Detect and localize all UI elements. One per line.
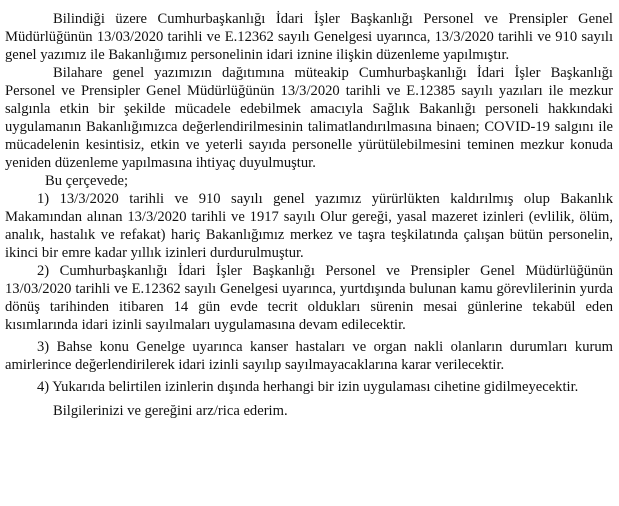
closing-line: Bilgilerinizi ve gereğini arz/rica ederim.: [53, 403, 288, 419]
list-item-1: 1) 13/3/2020 tarihli ve 910 sayılı genel yazımız yürürlükten kaldırılmış olup Bakanlık Makamından alınan 13/3/2020 tarihli ve 1917 sayılı Olur gereği, yasal mazeret izinleri (evlilik, ölüm, analık, hastalık ve refakat) hariç Bakanlığımız merkez ve taşra teşkilatında çalışan bütün personelin, ikinci bir emre kadar yıllık izinleri durdurulmuştur.: [5, 191, 613, 261]
paragraph-2: Bilahare genel yazımızın dağıtımına müteakip Cumhurbaşkanlığı İdari İşler Başkanlığı Personel ve Prensipler Genel Müdürlüğünün 13/3/2020 tarihli ve E.12385 sayılı yazıları ile mezkur salgınla etkin bir şekilde mücadele edebilmek amacıyla Sağlık Bakanlığı personeli hakkındaki uygulamanın Bakanlığımızca değerlendirilmesinin talimatlandırılmasına binaen; COVID-19 salgını ile mücadelenin kesintisiz, etkin ve yeterli sayıda personelle yürütülebilmesini teminen mezkur konuda yeniden düzenleme yapılmasına ihtiyaç duyulmuştur.: [5, 65, 613, 171]
list-item-3: 3) Bahse konu Genelge uyarınca kanser hastaları ve organ nakli olanların durumları kurum amirlerince değerlendirilerek idari izinli sayılıp sayılmayacaklarına karar verilecektir.: [5, 339, 613, 373]
document-body: [5, 10, 613, 420]
list-item-2: 2) Cumhurbaşkanlığı İdari İşler Başkanlığı Personel ve Prensipler Genel Müdürlüğünün 13/03/2020 tarihli ve E.12362 sayılı Genelgesi uyarınca, yurtdışında bulunan kamu görevlilerinin yurda dönüş tarihinden itibaren 14 gün evde tecrit oldukları sürenin mesai günlerine tekabül eden kısımlarında idari izinli sayılmaları uygulamasına devam edilecektir.: [5, 263, 613, 333]
intro-line: Bu çerçevede;: [45, 173, 129, 189]
list-item-4: 4) Yukarıda belirtilen izinlerin dışında herhangi bir izin uygulaması cihetine gidilmeyecektir.: [37, 379, 579, 395]
paragraph-1: Bilindiği üzere Cumhurbaşkanlığı İdari İşler Başkanlığı Personel ve Prensipler Genel Müdürlüğünün 13/03/2020 tarihli ve E.12362 sayılı Genelgesi uyarınca, 13/3/2020 tarihli ve 910 sayılı genel yazımız ile Bakanlığımız personelinin idari iznine ilişkin düzenleme yapılmıştır.: [5, 11, 613, 63]
